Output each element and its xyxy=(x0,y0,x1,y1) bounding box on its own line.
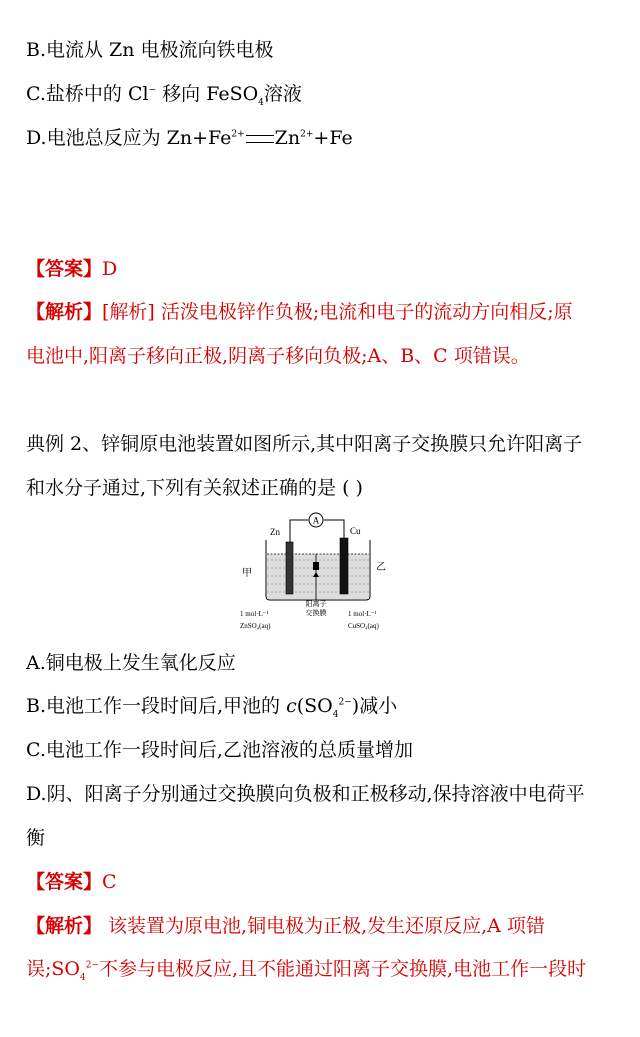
svg-text:ZnSO₄(aq): ZnSO₄(aq) xyxy=(240,622,271,630)
q1-option-b: B.电流从 Zn 电极流向铁电极 xyxy=(26,39,274,61)
svg-text:A: A xyxy=(312,515,320,526)
svg-text:CuSO₄(aq): CuSO₄(aq) xyxy=(348,622,379,630)
q1-option-c: C.盐桥中的 Cl− 移向 FeSO$_4$溶液 xyxy=(26,83,302,108)
q2-option-a: A.铜电极上发生氧化反应 xyxy=(26,652,236,674)
svg-text:Cu: Cu xyxy=(350,526,361,536)
svg-text:乙: 乙 xyxy=(376,562,386,573)
q1-option-d: D.电池总反应为 $Zn+Fe^{2+}$ $Zn^{2+}+Fe$ xyxy=(26,127,353,149)
svg-text:1 mol·L⁻¹: 1 mol·L⁻¹ xyxy=(240,610,269,618)
svg-text:甲: 甲 xyxy=(242,568,252,579)
svg-text:交换膜: 交换膜 xyxy=(305,609,327,617)
q2-stem-line2: 和水分子通过,下列有关叙述正确的是 ( ) xyxy=(26,477,363,499)
galvanic-cell-diagram xyxy=(236,510,406,638)
q1-analysis-line1: 【解析】[解析] 活泼电极锌作负极;电流和电子的流动方向相反;原 xyxy=(26,301,573,323)
q2-answer: 【答案】C xyxy=(26,871,117,893)
q1-answer: 【答案】D xyxy=(26,258,118,280)
q2-option-b: B.电池工作一段时间后,甲池的 $c(SO_4^{2-})$减小 xyxy=(26,695,398,720)
q2-analysis-line2: 误$;SO_4^{2-}$不参与电极反应,且不能通过阳离子交换膜,电池工作一段时 xyxy=(26,958,587,983)
q2-option-d-line1: D.阴、阳离子分别通过交换膜向负极和正极移动,保持溶液中电荷平 xyxy=(26,783,585,805)
q2-option-d-line2: 衡 xyxy=(26,827,46,849)
q2-option-c: C.电池工作一段时间后,乙池溶液的总质量增加 xyxy=(26,739,413,761)
q2-analysis-line1: 【解析】 该装置为原电池,铜电极为正极,发生还原反应,A 项错 xyxy=(26,915,545,937)
svg-text:Zn: Zn xyxy=(270,527,280,537)
cu-electrode xyxy=(340,538,348,594)
svg-text:阳离子: 阳离子 xyxy=(305,600,327,608)
svg-text:1 mol·L⁻¹: 1 mol·L⁻¹ xyxy=(348,610,377,618)
zn-electrode xyxy=(286,542,293,594)
q1-analysis-line2: 电池中,阳离子移向正极,阴离子移向负极;A、B、C 项错误。 xyxy=(26,345,530,367)
equals-sign xyxy=(246,135,274,143)
q2-stem-line1: 典例 2、锌铜原电池装置如图所示,其中阳离子交换膜只允许阳离子 xyxy=(26,433,583,455)
